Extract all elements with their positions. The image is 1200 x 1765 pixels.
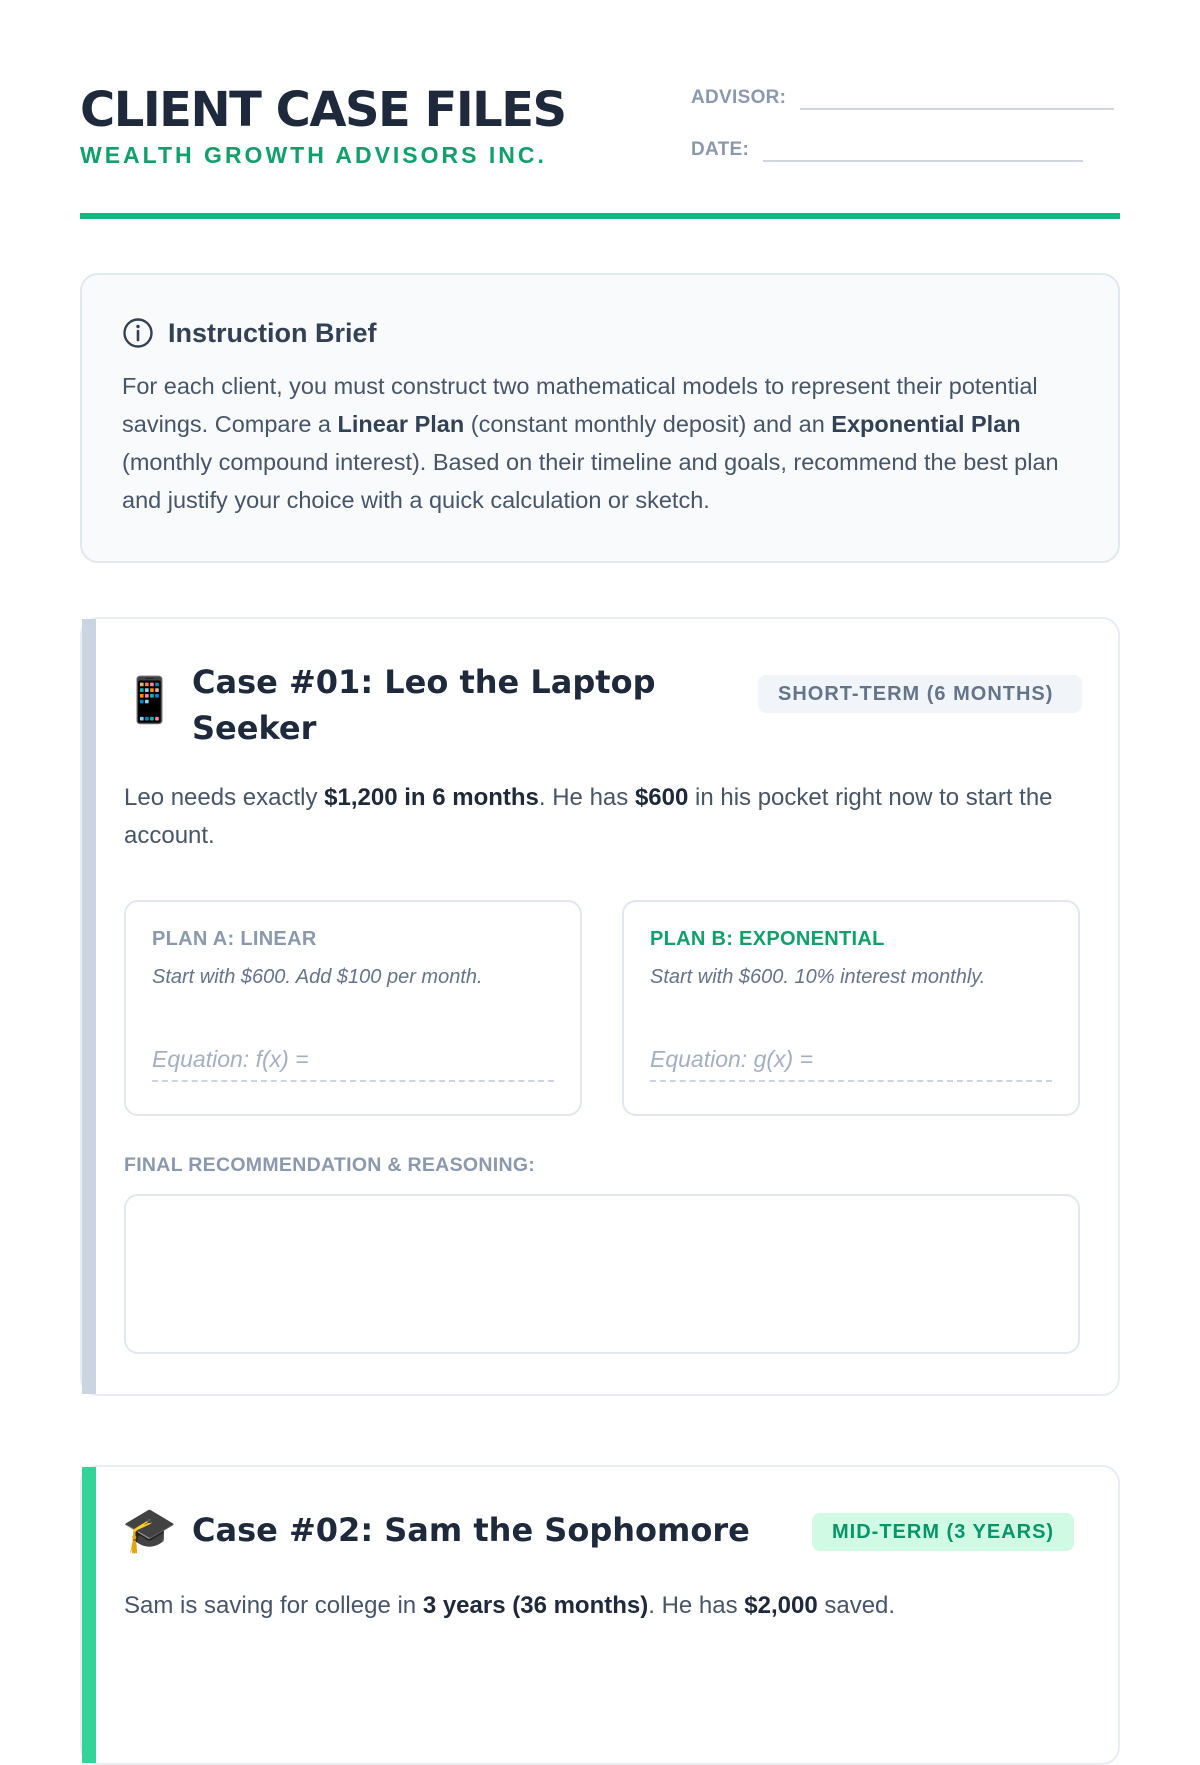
date-input-line[interactable] [763,138,1083,162]
brief-text-part: (constant monthly deposit) and an [464,411,832,437]
info-icon [122,317,154,349]
company-name: WEALTH GROWTH ADVISORS INC. [80,142,547,168]
plan-a-title: PLAN A: LINEAR [152,928,317,950]
plan-a-box [124,900,582,1116]
brief-text-part: (monthly compound interest). Based on their timeline and goals, recommend the best plan and justify your choice with a quick calculation or sketch. [122,449,1059,513]
plan-b-equation-field[interactable]: Equation: g(x) = [650,1042,1052,1082]
page-title: CLIENT CASE FILES [80,82,566,138]
advisor-label: ADVISOR: [691,87,787,108]
goal-amount: $1,200 in 6 months [324,784,539,811]
date-label: DATE: [691,139,750,160]
recommendation-label: FINAL RECOMMENDATION & REASONING: [124,1154,536,1176]
graduation-cap-icon: 🎓 [122,1506,177,1555]
plan-b-box [622,900,1080,1116]
header [80,78,1120,218]
recommendation-answer-box[interactable] [124,1194,1080,1354]
plan-b-title: PLAN B: EXPONENTIAL [650,928,885,950]
linear-plan-term: Linear Plan [337,411,465,437]
case-text-part: . He has [538,784,635,811]
date-field [691,138,1083,162]
plan-a-description: Start with $600. Add $100 per month. [152,966,483,988]
brief-text-part: For each client, you must construct two mathematical models to represent their potential savings. Compare a [122,373,1038,437]
goal-timeline: 3 years (36 months) [422,1592,649,1619]
mobile-phone-icon: 📱 [122,676,177,725]
case-description [124,1587,1074,1625]
case-text-part: Sam is saving for college in [124,1592,423,1619]
instruction-brief [80,273,1120,563]
starting-amount: $2,000 [744,1592,818,1619]
header-divider [80,213,1120,219]
starting-amount: $600 [634,784,689,811]
case-accent-bar [82,619,96,1394]
case-text-part: in his pocket right now to start the account. [124,784,1053,849]
case-card-01 [80,617,1120,1396]
case-text-part: Leo needs exactly [124,784,325,811]
timeline-badge: MID-TERM (3 YEARS) [812,1513,1074,1551]
case-text-part: . He has [648,1592,745,1619]
brief-text [122,367,1078,519]
brief-title: Instruction Brief [168,317,377,348]
case-accent-bar [82,1467,96,1763]
case-title: Case #01: Leo the Laptop Seeker [192,663,656,747]
plan-b-description: Start with $600. 10% interest monthly. [650,966,986,988]
case-card-02 [80,1465,1120,1765]
advisor-field [691,86,1114,110]
case-text-part: saved. [817,1592,896,1619]
case-title: Case #02: Sam the Sophomore [192,1511,750,1549]
brief-header [122,313,1078,353]
exponential-plan-term: Exponential Plan [831,411,1021,437]
plan-a-equation-field[interactable]: Equation: f(x) = [152,1042,554,1082]
timeline-badge: SHORT-TERM (6 MONTHS) [758,675,1082,713]
case-description [124,779,1074,855]
advisor-input-line[interactable] [800,86,1114,110]
